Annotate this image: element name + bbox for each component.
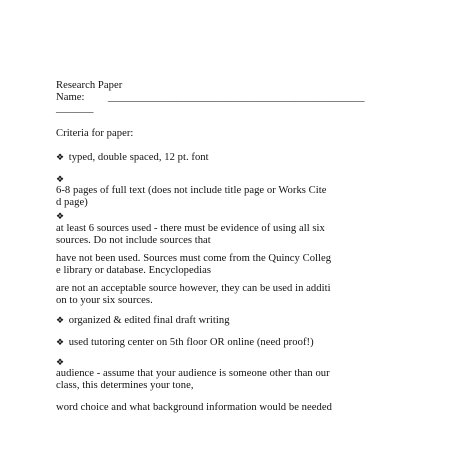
criteria-item-encyclopedia-line-2: on to your six sources. [56, 295, 153, 306]
criteria-item-pages-line-2: d page) [56, 197, 88, 208]
criteria-item-encyclopedia-line-1: are not an acceptable source however, they can be used in additi [56, 283, 331, 294]
criteria-item-text: used tutoring center on 5th floor OR online (need proof!) [68, 337, 314, 348]
criteria-item-organized [56, 315, 230, 327]
name-line [56, 92, 365, 104]
diamond-bullet-icon: ❖ [56, 358, 65, 368]
criteria-heading: Criteria for paper: [56, 128, 134, 139]
diamond-bullet-icon: ❖ [56, 175, 65, 185]
criteria-item-library-line-1: have not been used. Sources must come from the Quincy Colleg [56, 253, 332, 264]
criteria-item-audience-line-2: class, this determines your tone, [56, 380, 194, 391]
criteria-item-sources-line-1: at least 6 sources used - there must be evidence of using all six [56, 223, 325, 234]
criteria-item-word-choice: word choice and what background information would be needed [56, 402, 332, 413]
criteria-item-pages-line-1: 6-8 pages of full text (does not include title page or Works Cite [56, 185, 327, 196]
criteria-item-audience-line-1: audience - assume that your audience is someone other than our [56, 368, 330, 379]
name-blank-continued: _______ [56, 103, 94, 114]
diamond-bullet-icon: ❖ [56, 316, 65, 326]
criteria-item-text: organized & edited final draft writing [68, 315, 230, 326]
diamond-bullet-icon: ❖ [56, 153, 65, 163]
diamond-bullet-icon: ❖ [56, 212, 65, 222]
name-label: Name: [56, 92, 85, 103]
name-blank: ________________________________________________ [107, 92, 365, 103]
criteria-item-sources-line-2: sources. Do not include sources that [56, 235, 211, 246]
criteria-item-library-line-2: e library or database. Encyclopedias [56, 265, 212, 276]
criteria-item-text: typed, double spaced, 12 pt. font [68, 152, 209, 163]
criteria-item-typed [56, 152, 209, 164]
criteria-item-tutoring [56, 337, 314, 349]
diamond-bullet-icon: ❖ [56, 338, 65, 348]
document-title: Research Paper [56, 80, 123, 91]
